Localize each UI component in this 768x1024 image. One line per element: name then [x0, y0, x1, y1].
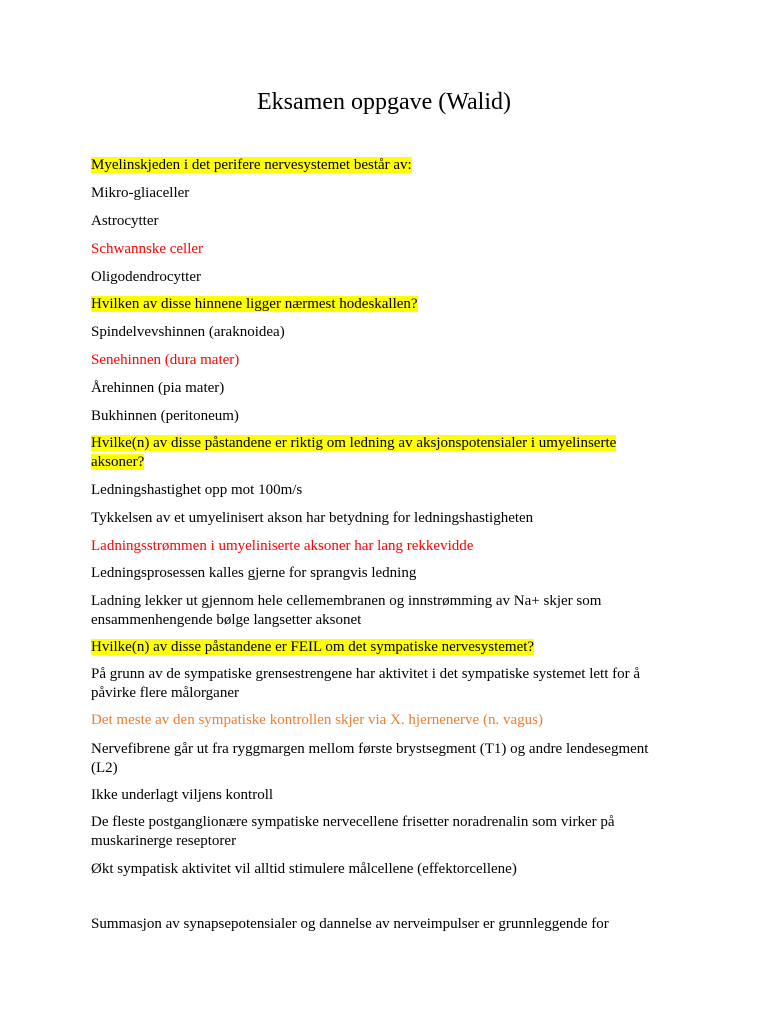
q4-option-5	[91, 813, 681, 851]
q3-option-1: Ledningshastighet opp mot 100m/s	[91, 482, 303, 498]
q4-option-6: Økt sympatisk aktivitet vil alltid stimulere målcellene (effektorcellene)	[91, 861, 517, 877]
q4-option-1-line1: På grunn av de sympatiske grensestrengene har aktivitet i det sympatiske systemet lett for å	[91, 666, 641, 682]
question-2-text: Hvilken av disse hinnene ligger nærmest hodeskallen?	[91, 296, 418, 312]
page-title: Eksamen oppgave (Walid)	[257, 89, 511, 115]
q4-option-2-marked: Det meste av den sympatiske kontrollen skjer via X. hjernenerve (n. vagus)	[91, 712, 543, 728]
question-3	[91, 434, 681, 472]
q4-option-4: Ikke underlagt viljens kontroll	[91, 787, 274, 803]
q3-option-2: Tykkelsen av et umyelinisert akson har betydning for ledningshastigheten	[91, 510, 534, 526]
q3-option-3-correct: Ladningsstrømmen i umyeliniserte aksoner har lang rekkevidde	[91, 538, 474, 554]
q1-option-2: Astrocytter	[91, 213, 159, 229]
question-1-text: Myelinskjeden i det perifere nervesystemet består av:	[91, 157, 412, 173]
q3-option-5-line1: Ladning lekker ut gjennom hele cellemembranen og innstrømming av Na+ skjer som	[91, 593, 602, 609]
q4-option-3-line2: (L2)	[91, 760, 118, 776]
q2-option-2-correct: Senehinnen (dura mater)	[91, 352, 240, 368]
question-2	[91, 295, 681, 314]
question-3-text-line2: aksoner?	[91, 454, 145, 470]
question-3-text-line1: Hvilke(n) av disse påstandene er riktig om ledning av aksjonspotensialer i umyelinserte	[91, 435, 617, 451]
question-1	[91, 156, 681, 175]
q2-option-1: Spindelvevshinnen (araknoidea)	[91, 324, 285, 340]
q4-option-3	[91, 740, 681, 778]
question-5: Summasjon av synapsepotensialer og dannelse av nerveimpulser er grunnleggende for	[91, 916, 609, 932]
question-4-text: Hvilke(n) av disse påstandene er FEIL om det sympatiske nervesystemet?	[91, 639, 535, 655]
q1-option-3-correct: Schwannske celler	[91, 241, 204, 257]
q4-option-1	[91, 665, 681, 703]
q3-option-4: Ledningsprosessen kalles gjerne for sprangvis ledning	[91, 565, 417, 581]
q2-option-3: Årehinnen (pia mater)	[91, 380, 225, 396]
q3-option-5	[91, 592, 681, 630]
q4-option-5-line2: muskarinerge reseptorer	[91, 833, 237, 849]
q1-option-4: Oligodendrocytter	[91, 269, 201, 285]
q4-option-1-line2: påvirke flere målorganer	[91, 685, 239, 701]
q2-option-4: Bukhinnen (peritoneum)	[91, 408, 239, 424]
q1-option-1: Mikro-gliaceller	[91, 185, 190, 201]
q4-option-5-line1: De fleste postganglionære sympatiske nervecellene frisetter noradrenalin som virker på	[91, 814, 615, 830]
q4-option-3-line1: Nervefibrene går ut fra ryggmargen mellom første brystsegment (T1) og andre lendesegment	[91, 741, 649, 757]
question-4	[91, 638, 681, 657]
q3-option-5-line2: ensammenhengende bølge langsetter aksonet	[91, 612, 362, 628]
